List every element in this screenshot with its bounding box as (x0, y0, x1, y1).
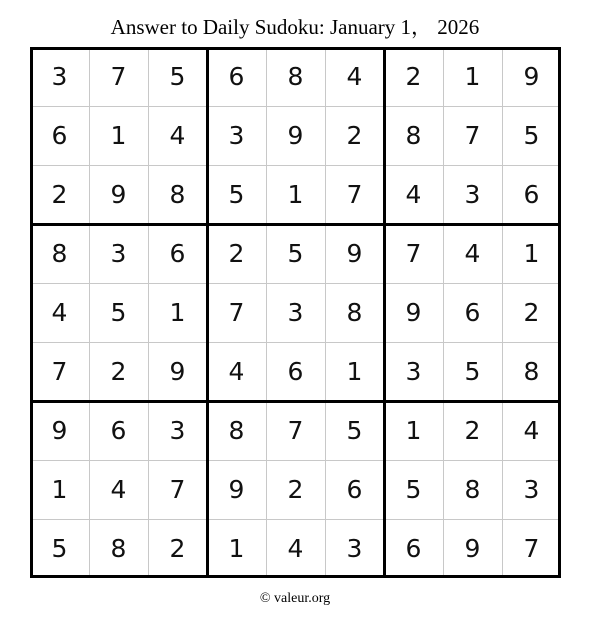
sudoku-cell: 5 (228, 180, 245, 209)
grid-line (502, 47, 503, 578)
sudoku-cell: 7 (228, 298, 245, 327)
sudoku-cell: 8 (110, 534, 127, 563)
sudoku-cell: 9 (405, 298, 422, 327)
sudoku-cell: 6 (228, 62, 245, 91)
sudoku-cell: 1 (228, 534, 245, 563)
sudoku-cell: 5 (51, 534, 68, 563)
sudoku-cell: 9 (523, 62, 540, 91)
sudoku-cell: 6 (346, 475, 363, 504)
grid-line (30, 519, 561, 520)
sudoku-cell: 4 (287, 534, 304, 563)
sudoku-cell: 3 (523, 475, 540, 504)
grid-line (30, 460, 561, 461)
sudoku-cell: 8 (287, 62, 304, 91)
sudoku-cell: 1 (346, 357, 363, 386)
sudoku-cell: 8 (346, 298, 363, 327)
sudoku-cell: 3 (169, 416, 186, 445)
sudoku-cell: 6 (51, 121, 68, 150)
sudoku-cell: 1 (405, 416, 422, 445)
sudoku-cell: 4 (346, 62, 363, 91)
sudoku-cell: 8 (51, 239, 68, 268)
sudoku-cell: 7 (287, 416, 304, 445)
sudoku-cell: 7 (110, 62, 127, 91)
sudoku-cell: 9 (228, 475, 245, 504)
sudoku-board (30, 47, 561, 578)
sudoku-cell: 4 (51, 298, 68, 327)
box-border-line (558, 47, 561, 578)
sudoku-cell: 6 (110, 416, 127, 445)
sudoku-cell: 1 (169, 298, 186, 327)
sudoku-cell: 8 (228, 416, 245, 445)
sudoku-cell: 1 (110, 121, 127, 150)
box-border-line (206, 47, 209, 578)
sudoku-cell: 7 (51, 357, 68, 386)
box-border-line (30, 47, 561, 50)
sudoku-cell: 2 (346, 121, 363, 150)
sudoku-cell: 9 (51, 416, 68, 445)
grid-line (443, 47, 444, 578)
sudoku-cell: 1 (464, 62, 481, 91)
box-border-line (30, 400, 561, 403)
sudoku-cell: 3 (405, 357, 422, 386)
sudoku-cell: 3 (464, 180, 481, 209)
sudoku-cell: 9 (169, 357, 186, 386)
grid-line (325, 47, 326, 578)
sudoku-cell: 4 (405, 180, 422, 209)
sudoku-cell: 8 (169, 180, 186, 209)
sudoku-cell: 2 (405, 62, 422, 91)
sudoku-cell: 9 (287, 121, 304, 150)
grid-line (30, 106, 561, 107)
sudoku-cell: 7 (523, 534, 540, 563)
box-border-line (30, 47, 33, 578)
sudoku-cell: 5 (110, 298, 127, 327)
sudoku-cell: 3 (51, 62, 68, 91)
box-border-line (30, 223, 561, 226)
sudoku-cell: 5 (287, 239, 304, 268)
sudoku-cell: 7 (405, 239, 422, 268)
grid-line (30, 165, 561, 166)
sudoku-cell: 3 (110, 239, 127, 268)
copyright-footer: © valeur.org (259, 591, 331, 606)
sudoku-cell: 6 (523, 180, 540, 209)
sudoku-cell: 8 (405, 121, 422, 150)
sudoku-cell: 1 (51, 475, 68, 504)
grid-line (266, 47, 267, 578)
sudoku-cell: 2 (169, 534, 186, 563)
sudoku-cell: 4 (464, 239, 481, 268)
sudoku-cell: 4 (169, 121, 186, 150)
sudoku-cell: 2 (523, 298, 540, 327)
sudoku-cell: 8 (464, 475, 481, 504)
sudoku-cell: 7 (169, 475, 186, 504)
sudoku-cell: 4 (228, 357, 245, 386)
sudoku-cell: 3 (228, 121, 245, 150)
sudoku-cell: 6 (287, 357, 304, 386)
sudoku-cell: 2 (110, 357, 127, 386)
sudoku-cell: 5 (346, 416, 363, 445)
sudoku-cell: 7 (346, 180, 363, 209)
sudoku-cell: 9 (110, 180, 127, 209)
sudoku-cell: 1 (523, 239, 540, 268)
grid-line (30, 283, 561, 284)
sudoku-cell: 1 (287, 180, 304, 209)
sudoku-cell: 2 (287, 475, 304, 504)
sudoku-cell: 6 (169, 239, 186, 268)
page-title: Answer to Daily Sudoku: January 1， 2026 (110, 15, 480, 39)
sudoku-cell: 6 (405, 534, 422, 563)
sudoku-cell: 6 (464, 298, 481, 327)
sudoku-cell: 5 (523, 121, 540, 150)
sudoku-cell: 5 (169, 62, 186, 91)
sudoku-cell: 2 (228, 239, 245, 268)
sudoku-cell: 3 (346, 534, 363, 563)
box-border-line (383, 47, 386, 578)
sudoku-cell: 9 (346, 239, 363, 268)
sudoku-cell: 2 (51, 180, 68, 209)
sudoku-cell: 2 (464, 416, 481, 445)
box-border-line (30, 575, 561, 578)
grid-line (30, 342, 561, 343)
sudoku-cell: 9 (464, 534, 481, 563)
sudoku-cell: 4 (110, 475, 127, 504)
sudoku-cell: 4 (523, 416, 540, 445)
grid-line (148, 47, 149, 578)
sudoku-cell: 7 (464, 121, 481, 150)
sudoku-cell: 5 (464, 357, 481, 386)
sudoku-cell: 5 (405, 475, 422, 504)
sudoku-cell: 3 (287, 298, 304, 327)
grid-line (89, 47, 90, 578)
sudoku-cell: 8 (523, 357, 540, 386)
